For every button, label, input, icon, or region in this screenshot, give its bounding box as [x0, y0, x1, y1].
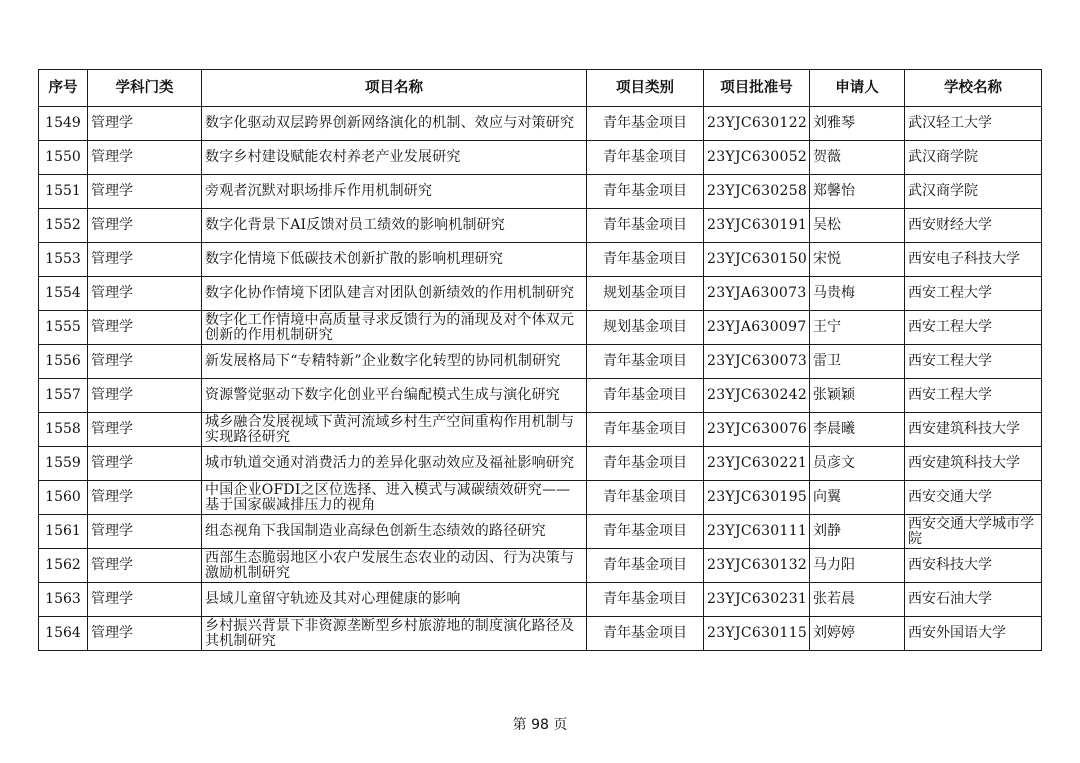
- cell-subject: 管理学: [88, 345, 202, 379]
- cell-school: 西安工程大学: [905, 379, 1042, 413]
- cell-applicant: 宋悦: [810, 243, 905, 277]
- cell-subject: 管理学: [88, 379, 202, 413]
- cell-no: 1556: [39, 345, 88, 379]
- cell-school: 西安工程大学: [905, 311, 1042, 345]
- cell-code: 23YJC630242: [704, 379, 810, 413]
- cell-no: 1564: [39, 617, 88, 651]
- cell-title: 乡村振兴背景下非资源垄断型乡村旅游地的制度演化路径及其机制研究: [202, 617, 587, 651]
- cell-applicant: 马力阳: [810, 549, 905, 583]
- table-row: [39, 345, 1042, 379]
- header-no: 序号: [39, 70, 88, 107]
- cell-code: 23YJC630052: [704, 141, 810, 175]
- cell-applicant: 雷卫: [810, 345, 905, 379]
- cell-title: 县域儿童留守轨迹及其对心理健康的影响: [202, 583, 587, 617]
- cell-applicant: 李晨曦: [810, 413, 905, 447]
- cell-no: 1557: [39, 379, 88, 413]
- table-row: [39, 107, 1042, 141]
- cell-applicant: 张颖颖: [810, 379, 905, 413]
- cell-type: 青年基金项目: [587, 107, 704, 141]
- cell-code: 23YJC630191: [704, 209, 810, 243]
- cell-type: 青年基金项目: [587, 447, 704, 481]
- table-row: [39, 379, 1042, 413]
- cell-subject: 管理学: [88, 209, 202, 243]
- cell-code: 23YJC630195: [704, 481, 810, 515]
- cell-type: 青年基金项目: [587, 617, 704, 651]
- cell-school: 西安交通大学城市学院: [905, 515, 1042, 549]
- table-row: [39, 175, 1042, 209]
- cell-applicant: 张若晨: [810, 583, 905, 617]
- cell-applicant: 吴松: [810, 209, 905, 243]
- cell-code: 23YJC630132: [704, 549, 810, 583]
- cell-title: 数字化情境下低碳技术创新扩散的影响机理研究: [202, 243, 587, 277]
- cell-subject: 管理学: [88, 617, 202, 651]
- cell-school: 西安外国语大学: [905, 617, 1042, 651]
- cell-school: 西安交通大学: [905, 481, 1042, 515]
- table-row: [39, 617, 1042, 651]
- cell-title: 数字化背景下AI反馈对员工绩效的影响机制研究: [202, 209, 587, 243]
- header-row: [39, 70, 1042, 107]
- table-row: [39, 141, 1042, 175]
- cell-applicant: 员彦文: [810, 447, 905, 481]
- cell-school: 西安石油大学: [905, 583, 1042, 617]
- cell-code: 23YJC630258: [704, 175, 810, 209]
- cell-subject: 管理学: [88, 175, 202, 209]
- header-subject: 学科门类: [88, 70, 202, 107]
- table-row: [39, 277, 1042, 311]
- cell-code: 23YJC630111: [704, 515, 810, 549]
- cell-title: 数字化工作情境中高质量寻求反馈行为的涌现及对个体双元创新的作用机制研究: [202, 311, 587, 345]
- cell-subject: 管理学: [88, 481, 202, 515]
- cell-no: 1558: [39, 413, 88, 447]
- cell-title: 新发展格局下“专精特新”企业数字化转型的协同机制研究: [202, 345, 587, 379]
- cell-type: 青年基金项目: [587, 379, 704, 413]
- cell-subject: 管理学: [88, 277, 202, 311]
- cell-title: 组态视角下我国制造业高绿色创新生态绩效的路径研究: [202, 515, 587, 549]
- cell-subject: 管理学: [88, 583, 202, 617]
- cell-subject: 管理学: [88, 447, 202, 481]
- project-table: [38, 69, 1042, 651]
- cell-type: 青年基金项目: [587, 243, 704, 277]
- table-row: [39, 413, 1042, 447]
- cell-subject: 管理学: [88, 311, 202, 345]
- page-number: 第 98 页: [512, 717, 568, 733]
- cell-applicant: 刘雅琴: [810, 107, 905, 141]
- cell-code: 23YJC630150: [704, 243, 810, 277]
- cell-no: 1549: [39, 107, 88, 141]
- table-row: [39, 515, 1042, 549]
- cell-type: 规划基金项目: [587, 277, 704, 311]
- cell-code: 23YJC630221: [704, 447, 810, 481]
- cell-title: 资源警觉驱动下数字化创业平台编配模式生成与演化研究: [202, 379, 587, 413]
- cell-school: 武汉商学院: [905, 141, 1042, 175]
- table-body: [39, 107, 1042, 651]
- cell-no: 1554: [39, 277, 88, 311]
- cell-code: 23YJA630073: [704, 277, 810, 311]
- cell-code: 23YJA630097: [704, 311, 810, 345]
- cell-code: 23YJC630073: [704, 345, 810, 379]
- cell-school: 西安建筑科技大学: [905, 447, 1042, 481]
- header-title: 项目名称: [202, 70, 587, 107]
- cell-school: 武汉轻工大学: [905, 107, 1042, 141]
- cell-no: 1555: [39, 311, 88, 345]
- cell-applicant: 刘静: [810, 515, 905, 549]
- table-row: [39, 549, 1042, 583]
- cell-type: 青年基金项目: [587, 345, 704, 379]
- header-code: 项目批准号: [704, 70, 810, 107]
- cell-school: 西安财经大学: [905, 209, 1042, 243]
- cell-school: 西安工程大学: [905, 277, 1042, 311]
- cell-title: 西部生态脆弱地区小农户发展生态农业的动因、行为决策与激励机制研究: [202, 549, 587, 583]
- cell-school: 西安工程大学: [905, 345, 1042, 379]
- cell-subject: 管理学: [88, 549, 202, 583]
- cell-type: 规划基金项目: [587, 311, 704, 345]
- cell-type: 青年基金项目: [587, 141, 704, 175]
- cell-subject: 管理学: [88, 107, 202, 141]
- cell-no: 1560: [39, 481, 88, 515]
- cell-no: 1551: [39, 175, 88, 209]
- cell-subject: 管理学: [88, 413, 202, 447]
- table-row: [39, 209, 1042, 243]
- cell-school: 武汉商学院: [905, 175, 1042, 209]
- cell-school: 西安建筑科技大学: [905, 413, 1042, 447]
- cell-no: 1563: [39, 583, 88, 617]
- cell-code: 23YJC630115: [704, 617, 810, 651]
- cell-type: 青年基金项目: [587, 175, 704, 209]
- cell-type: 青年基金项目: [587, 515, 704, 549]
- cell-applicant: 贺薇: [810, 141, 905, 175]
- table-row: [39, 583, 1042, 617]
- cell-no: 1550: [39, 141, 88, 175]
- cell-school: 西安科技大学: [905, 549, 1042, 583]
- cell-no: 1553: [39, 243, 88, 277]
- cell-title: 旁观者沉默对职场排斥作用机制研究: [202, 175, 587, 209]
- cell-title: 中国企业OFDI之区位选择、进入模式与减碳绩效研究——基于国家碳减排压力的视角: [202, 481, 587, 515]
- header-type: 项目类别: [587, 70, 704, 107]
- cell-title: 城乡融合发展视域下黄河流域乡村生产空间重构作用机制与实现路径研究: [202, 413, 587, 447]
- cell-subject: 管理学: [88, 141, 202, 175]
- cell-type: 青年基金项目: [587, 413, 704, 447]
- cell-no: 1552: [39, 209, 88, 243]
- cell-school: 西安电子科技大学: [905, 243, 1042, 277]
- cell-no: 1561: [39, 515, 88, 549]
- cell-no: 1562: [39, 549, 88, 583]
- cell-subject: 管理学: [88, 515, 202, 549]
- cell-code: 23YJC630231: [704, 583, 810, 617]
- table-row: [39, 447, 1042, 481]
- cell-title: 数字化驱动双层跨界创新网络演化的机制、效应与对策研究: [202, 107, 587, 141]
- cell-code: 23YJC630122: [704, 107, 810, 141]
- cell-title: 数字化协作情境下团队建言对团队创新绩效的作用机制研究: [202, 277, 587, 311]
- cell-applicant: 王宁: [810, 311, 905, 345]
- cell-type: 青年基金项目: [587, 209, 704, 243]
- table-row: [39, 243, 1042, 277]
- table-row: [39, 311, 1042, 345]
- cell-applicant: 向翼: [810, 481, 905, 515]
- header-applicant: 申请人: [810, 70, 905, 107]
- cell-applicant: 刘婷婷: [810, 617, 905, 651]
- cell-no: 1559: [39, 447, 88, 481]
- header-school: 学校名称: [905, 70, 1042, 107]
- cell-type: 青年基金项目: [587, 481, 704, 515]
- cell-type: 青年基金项目: [587, 583, 704, 617]
- table-row: [39, 481, 1042, 515]
- cell-applicant: 郑馨怡: [810, 175, 905, 209]
- cell-code: 23YJC630076: [704, 413, 810, 447]
- cell-type: 青年基金项目: [587, 549, 704, 583]
- cell-applicant: 马贵梅: [810, 277, 905, 311]
- cell-subject: 管理学: [88, 243, 202, 277]
- cell-title: 城市轨道交通对消费活力的差异化驱动效应及福祉影响研究: [202, 447, 587, 481]
- cell-title: 数字乡村建设赋能农村养老产业发展研究: [202, 141, 587, 175]
